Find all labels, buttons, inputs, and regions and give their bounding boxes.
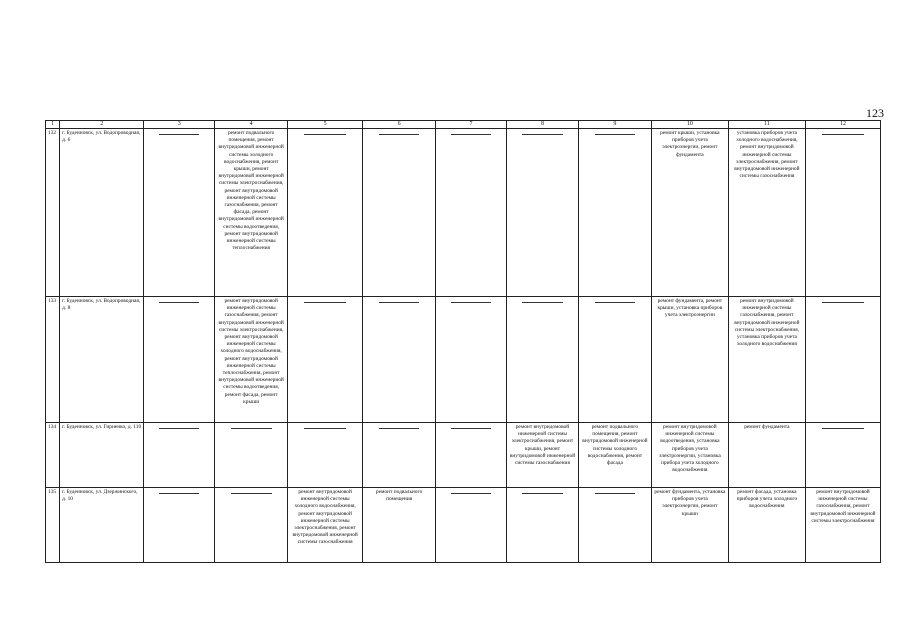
- works-cell: ремонт фундамента, ремонт крыши, установка приборов учета электроэнергии: [651, 297, 728, 423]
- dash-mark: [822, 302, 864, 303]
- page-number: 123: [866, 106, 884, 120]
- dash-mark: [451, 302, 491, 303]
- works-cell: ремонт фундамента, установка приборов учета электроэнергии, ремонт крыши: [651, 488, 728, 563]
- column-header: 3: [144, 121, 215, 129]
- column-header: 11: [728, 121, 805, 129]
- column-header: 5: [288, 121, 363, 129]
- empty-dash-cell: [363, 423, 436, 488]
- empty-dash-cell: [578, 297, 651, 423]
- empty-dash-cell: [507, 129, 579, 297]
- works-cell: ремонт внутридомовой инженерной системы газоснабжения, ремонт внутридомовой инженерной системы электроснабжения, ремонт внутридомовой инженерной системы холодного водоснабжения, ремонт внутридомовой инженерной системы теплоснабжения, ремонт внутридомовой инженерной системы водоотведения, ремонт фасада, ремонт крыши: [215, 297, 288, 423]
- empty-dash-cell: [578, 129, 651, 297]
- table-row: [46, 423, 881, 488]
- works-cell: установка приборов учета холодного водоснабжения, ремонт внутридомовой инженерной системы электроснабжения, ремонт внутридомовой инженерной системы газоснабжения: [728, 129, 805, 297]
- address-cell: г. Буденновск, ул. Водопроводная, д. 6: [60, 129, 144, 297]
- works-cell: ремонт внутридомовой инженерной системы водоотведения, установка приборов учета электроэнергии, установка прибора учета холодного водоснабжения: [651, 423, 728, 488]
- row-number: 133: [46, 297, 60, 423]
- column-header: 4: [215, 121, 288, 129]
- empty-dash-cell: [436, 488, 507, 563]
- dash-mark: [451, 134, 491, 135]
- dash-mark: [595, 493, 636, 494]
- empty-dash-cell: [805, 423, 880, 488]
- empty-dash-cell: [436, 297, 507, 423]
- column-header: 7: [436, 121, 507, 129]
- empty-dash-cell: [288, 423, 363, 488]
- table-row: [46, 129, 881, 297]
- works-cell: ремонт подвального помещения, ремонт внутридомовой инженерной системы холодного водоснабжения, ремонт крыши, ремонт внутридомовой инженерной системы электроснабжения, ремонт внутридомовой инженерной системы газоснабжения, ремонт фасада, ремонт внутридомовой инженерной системы водоотведения, ремонт внутридомовой инженерной системы теплоснабжения: [215, 129, 288, 297]
- works-cell: ремонт фасада, установка приборов учета холодного водоснабжения: [728, 488, 805, 563]
- empty-dash-cell: [363, 129, 436, 297]
- dash-mark: [451, 428, 491, 429]
- empty-dash-cell: [215, 423, 288, 488]
- row-number: 132: [46, 129, 60, 297]
- works-cell: ремонт крыши, установка приборов учета электроэнергии, ремонт фундамента: [651, 129, 728, 297]
- empty-dash-cell: [288, 129, 363, 297]
- works-cell: ремонт фундамента: [728, 423, 805, 488]
- dash-mark: [379, 134, 420, 135]
- dash-mark: [822, 428, 864, 429]
- row-number: 135: [46, 488, 60, 563]
- dash-mark: [304, 428, 346, 429]
- empty-dash-cell: [805, 129, 880, 297]
- column-header: 1: [46, 121, 60, 129]
- column-number-row: [46, 121, 881, 129]
- column-header: 8: [507, 121, 579, 129]
- column-header: 9: [578, 121, 651, 129]
- dash-mark: [595, 302, 636, 303]
- empty-dash-cell: [436, 423, 507, 488]
- empty-dash-cell: [436, 129, 507, 297]
- empty-dash-cell: [363, 297, 436, 423]
- address-cell: г. Буденновск, ул. Гириенко, д. 110: [60, 423, 144, 488]
- works-cell: ремонт подвального помещения: [363, 488, 436, 563]
- empty-dash-cell: [507, 297, 579, 423]
- works-cell: ремонт внутридомовой инженерной системы газоснабжения, ремонт внутридомовой инженерной системы электроснабжения, установка приборов учета холодного водоснабжения: [728, 297, 805, 423]
- table-row: [46, 297, 881, 423]
- dash-mark: [231, 493, 272, 494]
- works-cell: ремонт подвального помещения, ремонт внутридомовой инженерной системы холодного водоснабжения, ремонт фасада: [578, 423, 651, 488]
- empty-dash-cell: [288, 297, 363, 423]
- dash-mark: [522, 302, 562, 303]
- works-cell: ремонт внутридомовой инженерной системы электроснабжения, ремонт крыши, ремонт внутридомовой инженерной системы газоснабжения: [507, 423, 579, 488]
- empty-dash-cell: [144, 488, 215, 563]
- empty-dash-cell: [144, 423, 215, 488]
- column-header: 2: [60, 121, 144, 129]
- column-header: 12: [805, 121, 880, 129]
- dash-mark: [231, 428, 272, 429]
- repair-schedule-table: [45, 120, 881, 563]
- dash-mark: [822, 134, 864, 135]
- row-number: 134: [46, 423, 60, 488]
- column-header: 6: [363, 121, 436, 129]
- dash-mark: [159, 428, 199, 429]
- address-cell: г. Буденновск, ул. Водопроводная, д. 8: [60, 297, 144, 423]
- dash-mark: [159, 302, 199, 303]
- column-header: 10: [651, 121, 728, 129]
- works-cell: ремонт внутридомовой инженерной системы холодного водоснабжения, ремонт внутридомовой инженерной системы электроснабжения, ремонт внутридомовой инженерной системы газоснабжения: [288, 488, 363, 563]
- empty-dash-cell: [144, 129, 215, 297]
- empty-dash-cell: [507, 488, 579, 563]
- dash-mark: [379, 302, 420, 303]
- address-cell: г. Буденновск, ул. Дзержинского, д. 10: [60, 488, 144, 563]
- dash-mark: [379, 428, 420, 429]
- dash-mark: [451, 493, 491, 494]
- dash-mark: [159, 134, 199, 135]
- table-row: [46, 488, 881, 563]
- dash-mark: [304, 302, 346, 303]
- dash-mark: [304, 134, 346, 135]
- dash-mark: [595, 134, 636, 135]
- empty-dash-cell: [215, 488, 288, 563]
- empty-dash-cell: [805, 297, 880, 423]
- dash-mark: [522, 134, 562, 135]
- empty-dash-cell: [144, 297, 215, 423]
- dash-mark: [522, 493, 562, 494]
- works-cell: ремонт внутридомовой инженерной системы газоснабжения, ремонт внутридомовой инженерной системы электроснабжения: [805, 488, 880, 563]
- dash-mark: [159, 493, 199, 494]
- empty-dash-cell: [578, 488, 651, 563]
